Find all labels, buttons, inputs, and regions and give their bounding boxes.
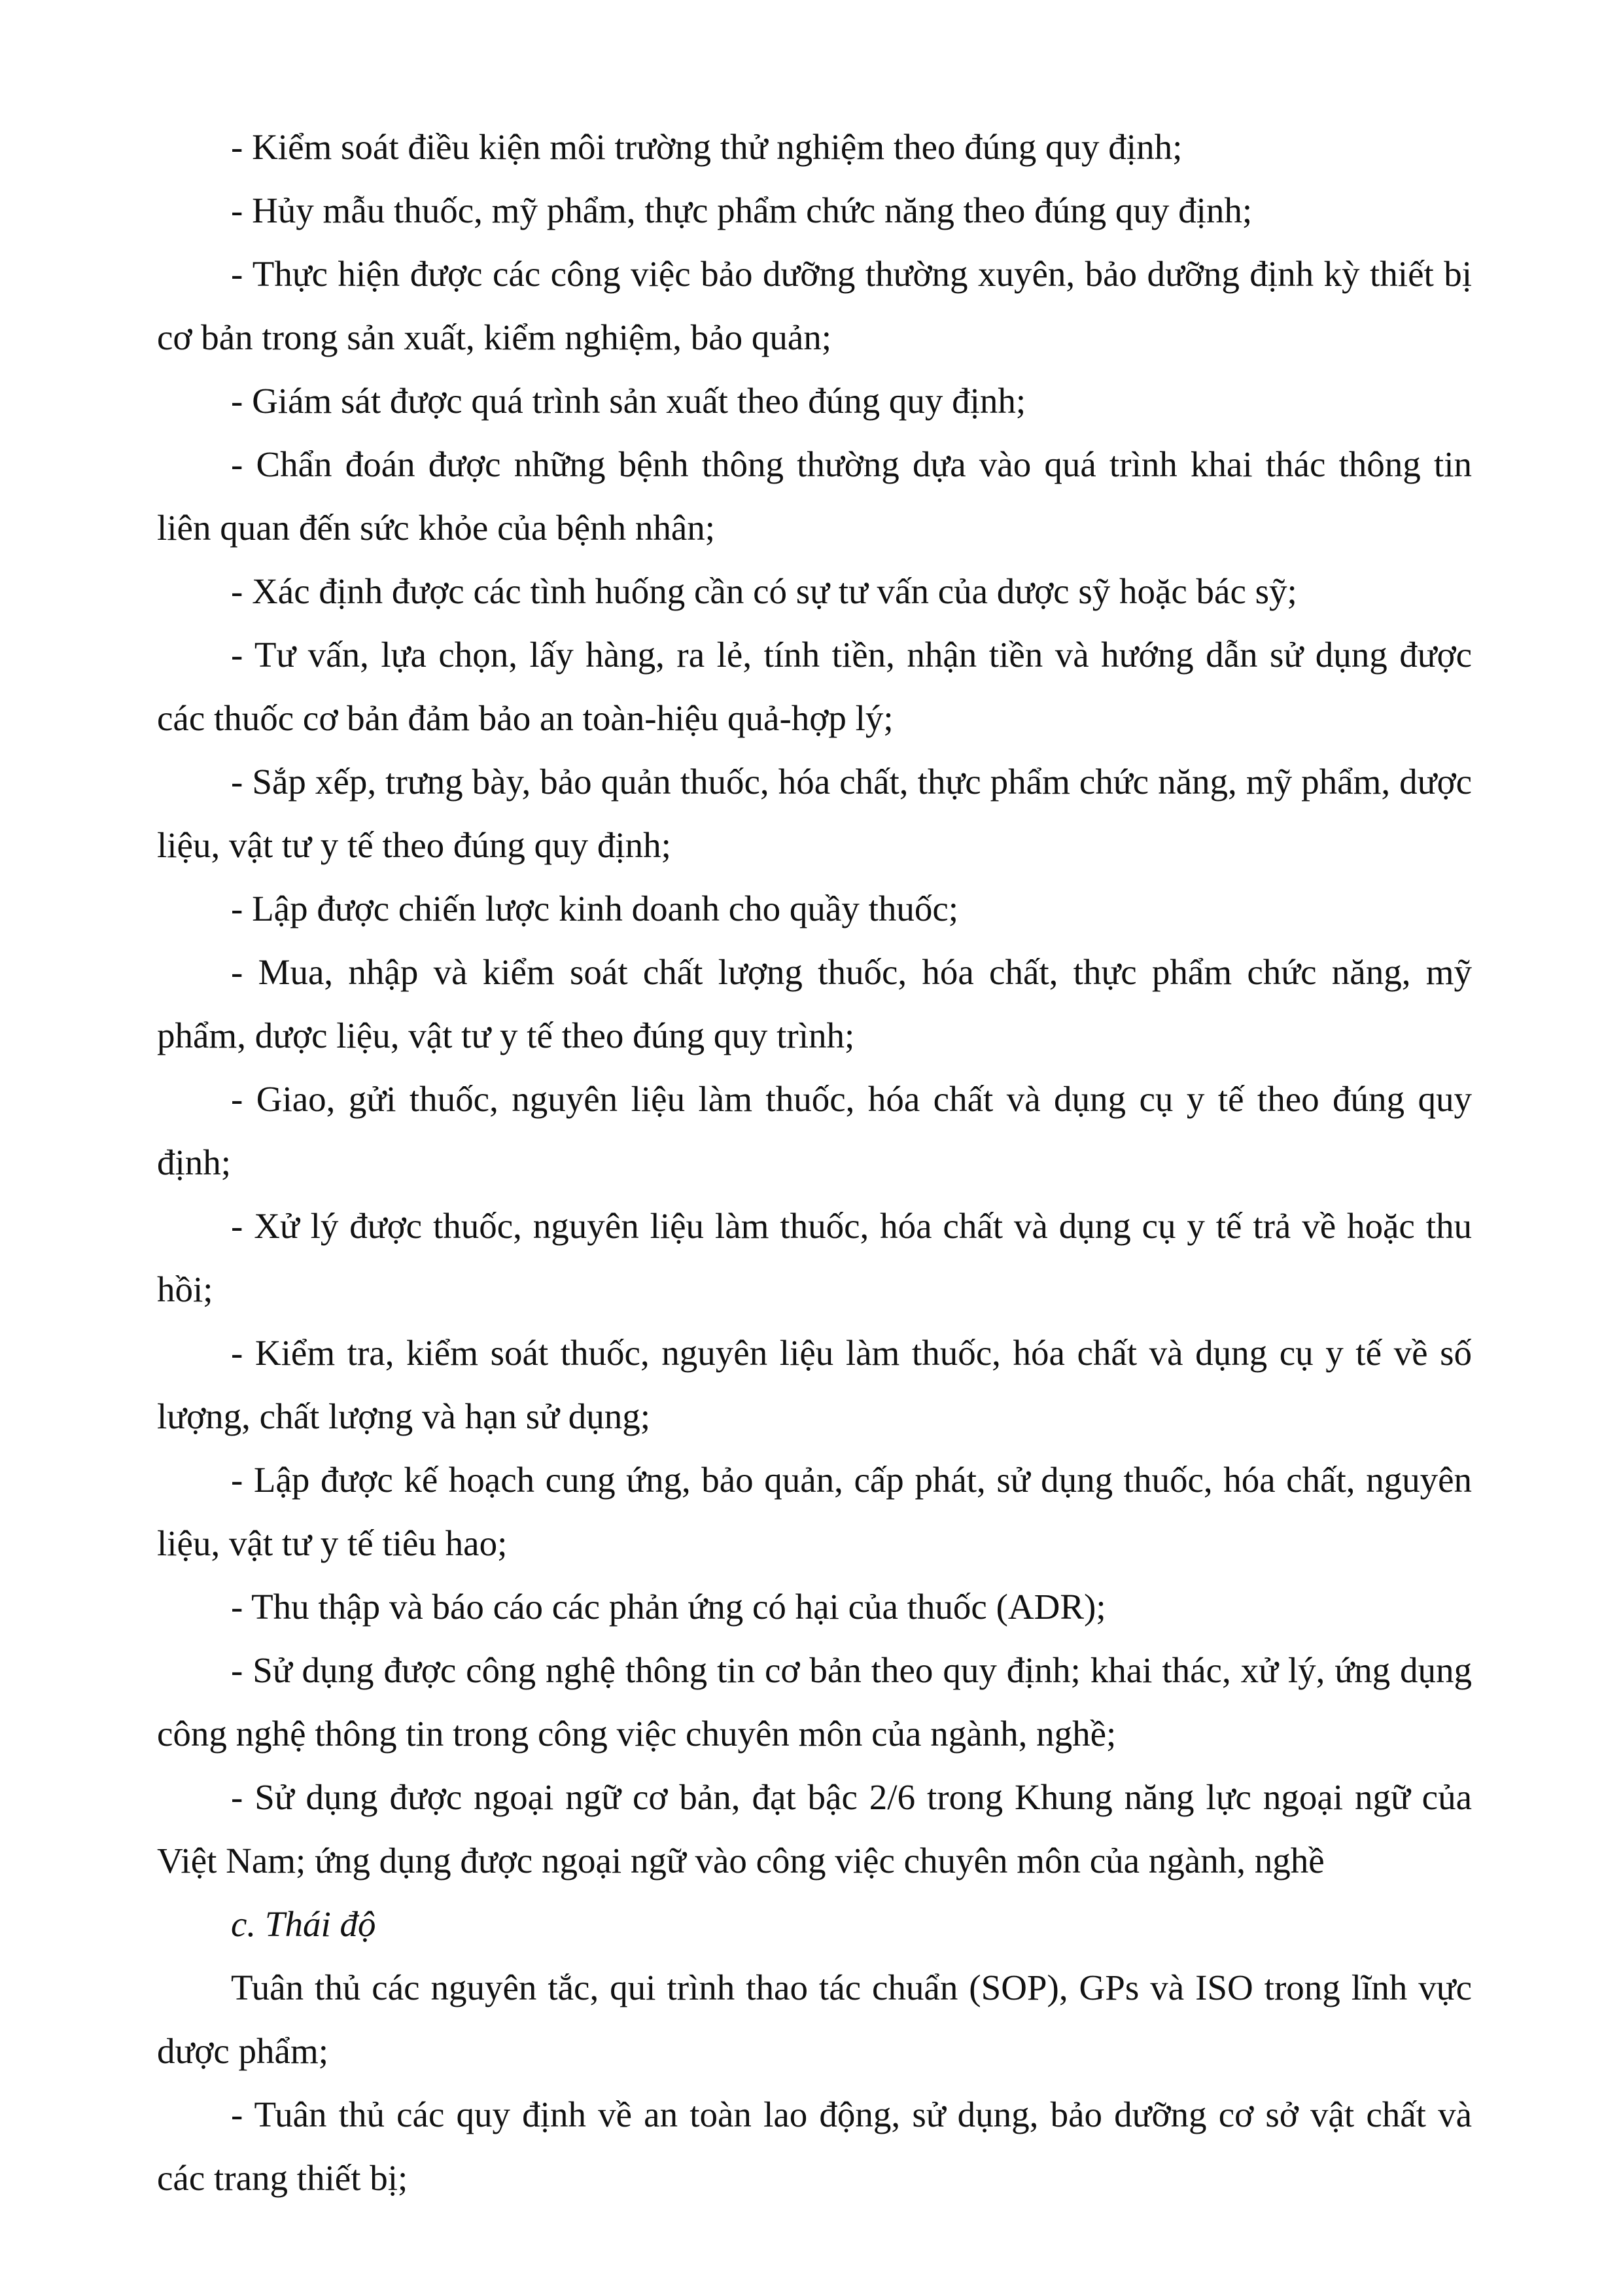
- paragraph: - Mua, nhập và kiểm soát chất lượng thuốc, hóa chất, thực phẩm chức năng, mỹ phẩm, dược liệu, vật tư y tế theo đúng quy trình;: [157, 952, 1472, 1055]
- paragraph: - Kiểm soát điều kiện môi trường thử nghiệm theo đúng quy định;: [231, 127, 1183, 167]
- document-body: [157, 115, 1472, 2210]
- paragraph: - Sử dụng được công nghệ thông tin cơ bản theo quy định; khai thác, xử lý, ứng dụng công nghệ thông tin trong công việc chuyên môn của ngành, nghề;: [157, 1650, 1472, 1754]
- paragraph: - Giám sát được quá trình sản xuất theo đúng quy định;: [231, 381, 1026, 421]
- section-heading: c. Thái độ: [231, 1904, 376, 1944]
- paragraph: - Lập được chiến lược kinh doanh cho quầy thuốc;: [231, 889, 959, 928]
- paragraph: - Tư vấn, lựa chọn, lấy hàng, ra lẻ, tính tiền, nhận tiền và hướng dẫn sử dụng được các thuốc cơ bản đảm bảo an toàn-hiệu quả-hợp lý;: [157, 635, 1472, 738]
- paragraph: - Sử dụng được ngoại ngữ cơ bản, đạt bậc 2/6 trong Khung năng lực ngoại ngữ của Việt Nam; ứng dụng được ngoại ngữ vào công việc chuyên môn của ngành, nghề: [157, 1777, 1472, 1881]
- paragraph: - Thực hiện được các công việc bảo dưỡng thường xuyên, bảo dưỡng định kỳ thiết bị cơ bản trong sản xuất, kiểm nghiệm, bảo quản;: [157, 254, 1472, 357]
- paragraph: - Sắp xếp, trưng bày, bảo quản thuốc, hóa chất, thực phẩm chức năng, mỹ phẩm, dược liệu, vật tư y tế theo đúng quy định;: [157, 762, 1472, 865]
- paragraph: - Lập được kế hoạch cung ứng, bảo quản, cấp phát, sử dụng thuốc, hóa chất, nguyên liệu, vật tư y tế tiêu hao;: [157, 1460, 1472, 1563]
- paragraph: - Kiểm tra, kiểm soát thuốc, nguyên liệu làm thuốc, hóa chất và dụng cụ y tế về số lượng, chất lượng và hạn sử dụng;: [157, 1333, 1472, 1436]
- paragraph: - Xác định được các tình huống cần có sự tư vấn của dược sỹ hoặc bác sỹ;: [231, 571, 1297, 611]
- paragraph: - Hủy mẫu thuốc, mỹ phẩm, thực phẩm chức năng theo đúng quy định;: [231, 190, 1253, 230]
- paragraph: - Tuân thủ các quy định về an toàn lao động, sử dụng, bảo dưỡng cơ sở vật chất và các trang thiết bị;: [157, 2094, 1472, 2198]
- paragraph: - Giao, gửi thuốc, nguyên liệu làm thuốc, hóa chất và dụng cụ y tế theo đúng quy định;: [157, 1079, 1472, 1182]
- paragraph: - Xử lý được thuốc, nguyên liệu làm thuốc, hóa chất và dụng cụ y tế trả về hoặc thu hồi;: [157, 1206, 1472, 1309]
- paragraph: - Chẩn đoán được những bệnh thông thường dựa vào quá trình khai thác thông tin liên quan đến sức khỏe của bệnh nhân;: [157, 444, 1472, 548]
- paragraph: Tuân thủ các nguyên tắc, qui trình thao tác chuẩn (SOP), GPs và ISO trong lĩnh vực dược phẩm;: [157, 1968, 1472, 2071]
- paragraph: - Thu thập và báo cáo các phản ứng có hại của thuốc (ADR);: [231, 1587, 1106, 1627]
